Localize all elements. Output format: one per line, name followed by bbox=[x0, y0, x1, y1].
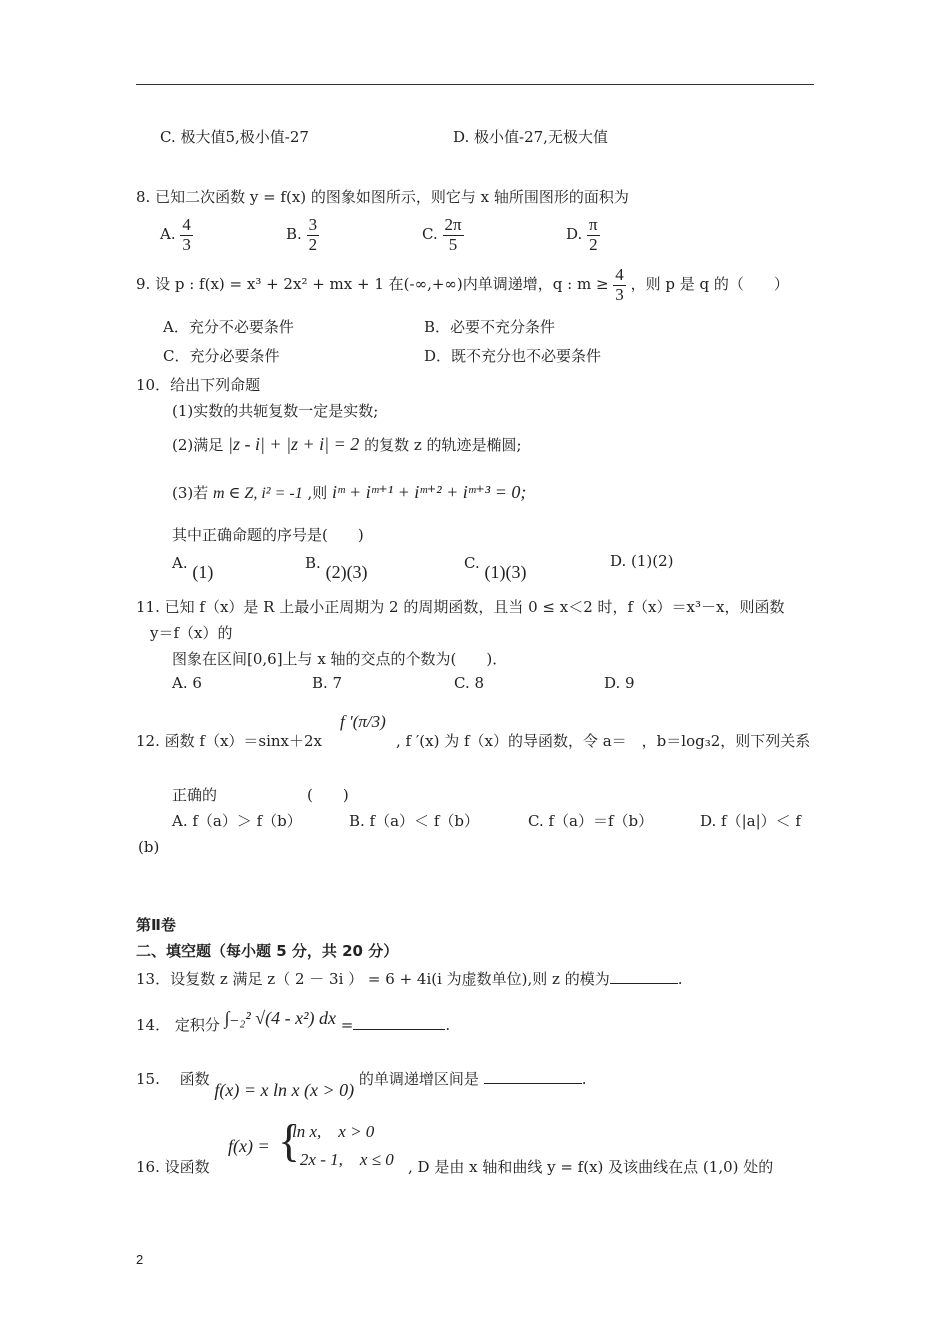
header-rule bbox=[136, 84, 814, 85]
q10-p2-math: |z - i| + |z + i| = 2 bbox=[228, 434, 360, 454]
q10-p2-post: 的复数 z 的轨迹是椭圆; bbox=[364, 436, 522, 454]
q10-p3-math: iᵐ + iᵐ⁺¹ + iᵐ⁺² + iᵐ⁺³ = 0; bbox=[332, 482, 527, 502]
q16-case-2: - 2x - 1, x ≤ 0 bbox=[290, 1150, 394, 1169]
q16-case-1: ln x, x > 0 bbox=[292, 1122, 375, 1141]
q13-text: 13．设复数 z 满足 z（ 2 － 3i ） = 6 + 4i(i 为虚数单位),则 z 的模为 bbox=[136, 970, 610, 988]
q8-c-fraction: $\frac{2\pi}{5}$ bbox=[444, 215, 462, 254]
q10-c-label: C. bbox=[464, 554, 480, 572]
q8-option-c bbox=[422, 216, 464, 254]
q14-answer-blank bbox=[353, 1029, 445, 1030]
q12-option-d: D. f（|a|）＜ f bbox=[700, 812, 801, 830]
q10-p3-mid: ,则 bbox=[307, 484, 328, 502]
q11-line-1: 11. 已知 f（x）是 R 上最小正周期为 2 的周期函数，且当 0 ≤ x＜2 时，f（x）＝x³－x，则函数 bbox=[136, 598, 785, 616]
q16-piecewise-brace: { bbox=[278, 1115, 301, 1166]
q11-option-d: D. 9 bbox=[604, 674, 635, 692]
q14-label: 14． 定积分 bbox=[136, 1016, 220, 1034]
q8-option-a bbox=[160, 216, 193, 254]
q10-proposition-3 bbox=[172, 482, 526, 504]
q12-line-2: 正确的 ( ) bbox=[172, 786, 349, 804]
q8-d-label: D. bbox=[566, 225, 583, 244]
q10-p3-pre: (3)若 bbox=[172, 484, 209, 502]
q10-option-d: D. (1)(2) bbox=[610, 552, 674, 570]
q7-option-c: C. 极大值5,极小值-27 bbox=[160, 128, 309, 146]
q10-option-b bbox=[305, 552, 368, 582]
q12-option-c: C. f（a）＝f（b） bbox=[528, 812, 654, 830]
q11-option-a: A. 6 bbox=[172, 674, 202, 692]
q14-integral: ∫₋₂² √(4 - x²) dx bbox=[224, 1008, 336, 1028]
q14-equals: = bbox=[340, 1016, 354, 1034]
q10-a-label: A. bbox=[172, 554, 188, 572]
q10-question: 其中正确命题的序号是( ) bbox=[172, 526, 364, 544]
q11-line-2: y＝f（x）的 bbox=[150, 624, 233, 642]
q10-c-value: (1)(3) bbox=[484, 562, 527, 582]
q8-stem: 8. 已知二次函数 y = f(x) 的图象如图所示，则它与 x 轴所围图形的面积为 bbox=[136, 188, 629, 206]
q11-option-c: C. 8 bbox=[454, 674, 485, 692]
q13-answer-blank bbox=[610, 983, 678, 984]
q15-text: 的单调递增区间是 bbox=[358, 1070, 479, 1088]
q13-end: . bbox=[677, 970, 683, 988]
q10-option-c bbox=[464, 552, 527, 582]
q8-option-b bbox=[286, 216, 319, 254]
q10-p3-condition: m ∈ Z, i² = -1 bbox=[213, 485, 303, 502]
q9-option-c: C．充分必要条件 bbox=[163, 347, 280, 365]
q9-option-d: D．既不充分也不必要条件 bbox=[424, 347, 602, 365]
q8-a-label: A. bbox=[160, 225, 176, 244]
q12-option-a: A. f（a）＞ f（b） bbox=[172, 812, 302, 830]
q16-function-name: f(x) = bbox=[228, 1136, 270, 1156]
q16-label: 16. 设函数 bbox=[136, 1158, 210, 1176]
q10-b-label: B. bbox=[305, 554, 321, 572]
q13 bbox=[136, 970, 683, 988]
q12-option-b: B. f（a）＜ f（b） bbox=[349, 812, 479, 830]
q12-fprime-pi3: f ′(π/3) bbox=[340, 712, 386, 731]
q10-p2-pre: (2)满足 bbox=[172, 436, 224, 454]
q10-proposition-1: (1)实数的共轭复数一定是实数; bbox=[172, 402, 379, 420]
q9-fraction: $\frac{4}{3}$ bbox=[615, 265, 624, 304]
q16-text: , D 是由 x 轴和曲线 y = f(x) 及该曲线在点 (1,0) 处的 bbox=[408, 1158, 774, 1176]
q8-b-fraction: $\frac{3}{2}$ bbox=[308, 215, 318, 254]
q8-option-d bbox=[566, 216, 600, 254]
q15-answer-blank bbox=[484, 1083, 582, 1084]
q7-option-d: D. 极小值-27,无极大值 bbox=[453, 128, 608, 146]
q8-c-label: C. bbox=[422, 225, 438, 244]
q12-option-d-continued: (b) bbox=[138, 838, 160, 856]
q10-proposition-2 bbox=[172, 434, 522, 456]
part2-title: 第Ⅱ卷 bbox=[136, 916, 176, 934]
q15-function: f(x) = x ln x (x > 0) bbox=[214, 1080, 355, 1100]
q9-stem-post: ，则 p 是 q 的（ ） bbox=[630, 275, 789, 294]
q14 bbox=[136, 1008, 451, 1036]
q8-a-fraction: $\frac{4}{3}$ bbox=[182, 215, 191, 254]
q10-stem: 10．给出下列命题 bbox=[136, 376, 261, 394]
q10-b-value: (2)(3) bbox=[325, 562, 368, 582]
q9-option-a: A．充分不必要条件 bbox=[163, 318, 294, 336]
page-number: 2 bbox=[136, 1252, 144, 1267]
q8-b-label: B. bbox=[286, 225, 302, 244]
q10-a-value: (1) bbox=[192, 562, 214, 582]
q11-line-3: 图象在区间[0,6]上与 x 轴的交点的个数为( )． bbox=[172, 650, 508, 668]
q11-option-b: B. 7 bbox=[312, 674, 343, 692]
q12-stem-mid: , f ′(x) 为 f（x）的导函数，令 a＝ ，b＝log₃2，则下列关系 bbox=[396, 732, 811, 750]
q12-stem-pre: 12. 函数 f（x）＝sinx＋2x bbox=[136, 732, 323, 750]
q15-end: . bbox=[581, 1070, 587, 1088]
q14-end: . bbox=[445, 1016, 451, 1034]
q8-d-fraction: $\frac{\pi}{2}$ bbox=[589, 215, 598, 254]
q10-option-a bbox=[172, 552, 214, 582]
q9-stem-pre: 9. 设 p : f(x) = x³ + 2x² + mx + 1 在(-∞,+∞)内单调递增，q : m ≥ bbox=[136, 275, 609, 294]
q15-label: 15. 函数 bbox=[136, 1070, 210, 1088]
q9-stem bbox=[136, 266, 789, 304]
section-title: 二、填空题（每小题 5 分，共 20 分） bbox=[136, 942, 399, 960]
q9-option-b: B．必要不充分条件 bbox=[424, 318, 556, 336]
q15 bbox=[136, 1068, 587, 1100]
